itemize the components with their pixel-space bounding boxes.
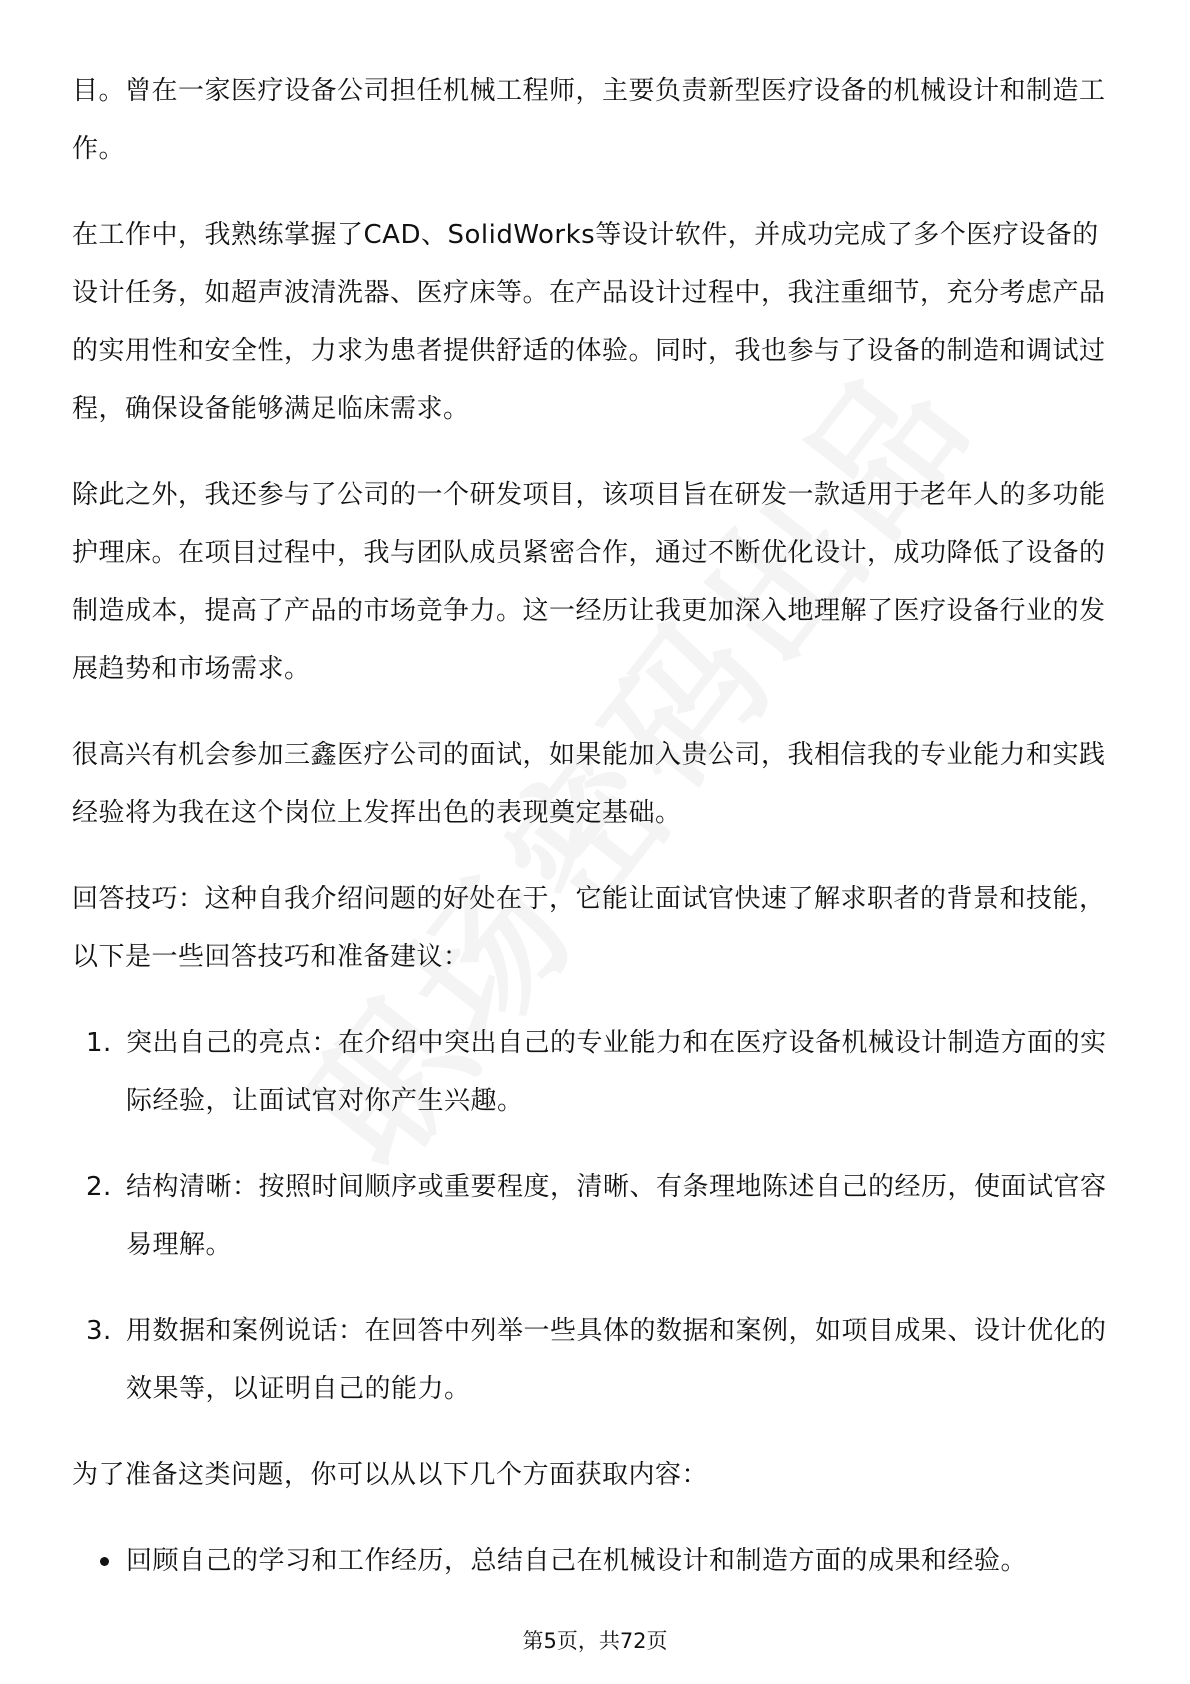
list-item xyxy=(72,1014,1122,1130)
paragraph-work-experience: 在工作中，我熟练掌握了CAD、SolidWorks等设计软件，并成功完成了多个医疗设备的设计任务，如超声波清洗器、医疗床等。在产品设计过程中，我注重细节，充分考虑产品的实用性和安全性，力求为患者提供舒适的体验。同时，我也参与了设备的制造和调试过程，确保设备能够满足临床需求。 xyxy=(72,220,1106,424)
bullet-icon xyxy=(100,1557,109,1566)
list-number: 3. xyxy=(86,1316,112,1346)
list-item-text: 结构清晰：按照时间顺序或重要程度，清晰、有条理地陈述自己的经历，使面试官容易理解。 xyxy=(126,1172,1107,1260)
paragraph-prep-intro: 为了准备这类问题，你可以从以下几个方面获取内容： xyxy=(72,1460,709,1490)
tips-numbered-list xyxy=(72,1014,1122,1418)
list-item-text: 突出自己的亮点：在介绍中突出自己的专业能力和在医疗设备机械设计制造方面的实际经验，让面试官对你产生兴趣。 xyxy=(126,1028,1107,1116)
list-item-text: 用数据和案例说话：在回答中列举一些具体的数据和案例，如项目成果、设计优化的效果等，以证明自己的能力。 xyxy=(126,1316,1107,1404)
list-number: 1. xyxy=(86,1028,112,1058)
paragraph-closing: 很高兴有机会参加三鑫医疗公司的面试，如果能加入贵公司，我相信我的专业能力和实践经验将为我在这个岗位上发挥出色的表现奠定基础。 xyxy=(72,740,1106,828)
list-item xyxy=(72,1532,1122,1590)
page-content xyxy=(72,62,1122,1590)
list-item xyxy=(72,1302,1122,1418)
paragraph-rd-project: 除此之外，我还参与了公司的一个研发项目，该项目旨在研发一款适用于老年人的多功能护理床。在项目过程中，我与团队成员紧密合作，通过不断优化设计，成功降低了设备的制造成本，提高了产品的市场竞争力。这一经历让我更加深入地理解了医疗设备行业的发展趋势和市场需求。 xyxy=(72,480,1106,684)
list-item xyxy=(72,1158,1122,1274)
prep-bullet-list xyxy=(72,1532,1122,1590)
page-footer-page-number: 第5页，共72页 xyxy=(522,1629,668,1653)
list-item-text: 回顾自己的学习和工作经历，总结自己在机械设计和制造方面的成果和经验。 xyxy=(126,1546,1028,1576)
list-number: 2. xyxy=(86,1172,112,1202)
paragraph-answer-tips: 回答技巧：这种自我介绍问题的好处在于，它能让面试官快速了解求职者的背景和技能，以下是一些回答技巧和准备建议： xyxy=(72,884,1106,972)
paragraph-intro-continued: 目。曾在一家医疗设备公司担任机械工程师，主要负责新型医疗设备的机械设计和制造工作。 xyxy=(72,76,1106,164)
